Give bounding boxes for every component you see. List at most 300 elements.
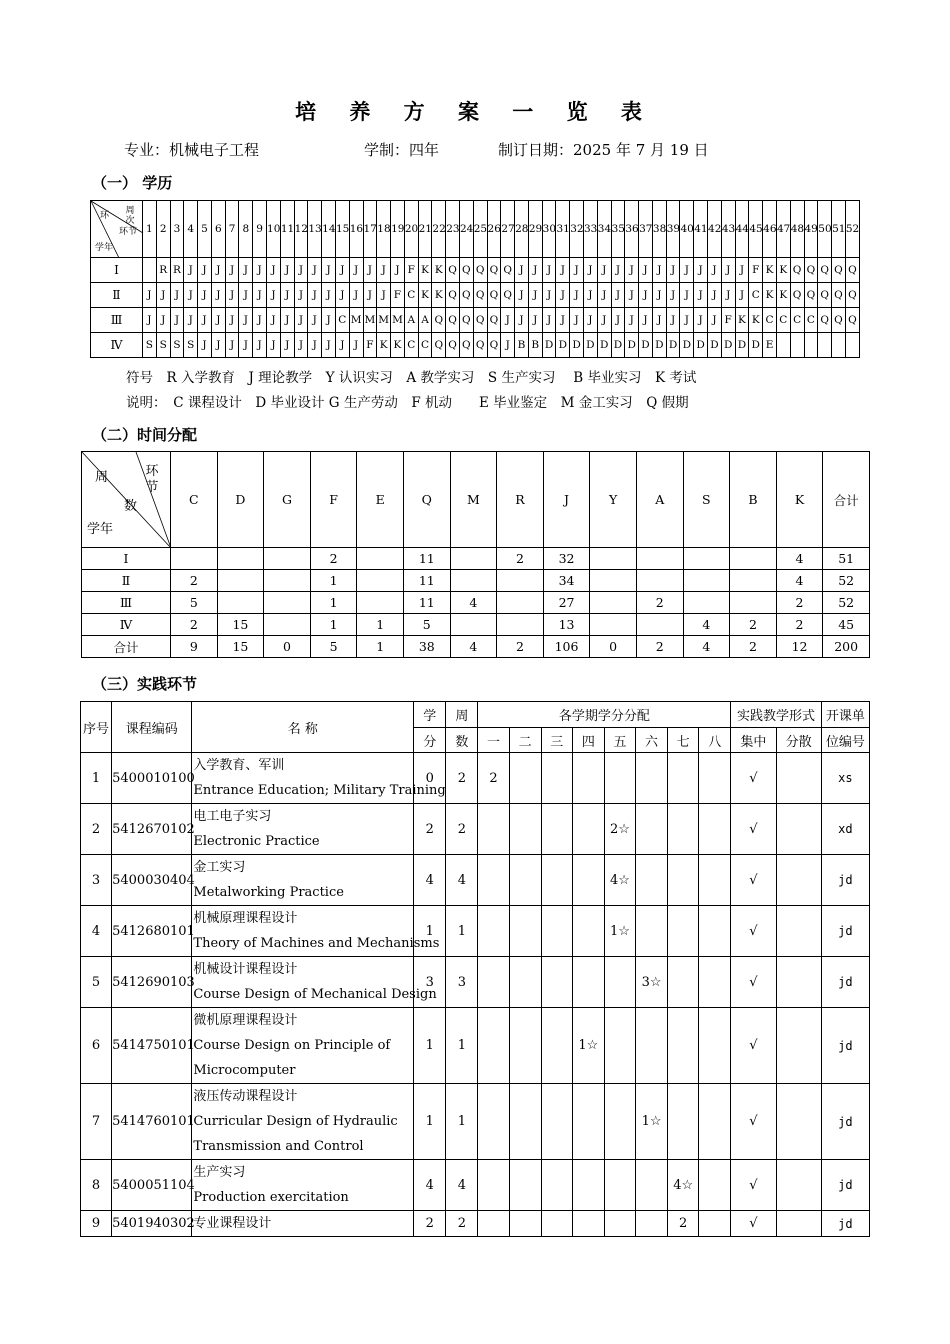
semester-cell	[509, 1211, 541, 1237]
calendar-cell: J	[225, 333, 239, 358]
semester-cell	[572, 1084, 604, 1160]
semester-cell	[509, 753, 541, 804]
allocation-cell: 4	[450, 592, 497, 614]
year-label: 合计	[82, 636, 171, 658]
week-header: 33	[584, 201, 598, 258]
allocation-cell: 38	[403, 636, 450, 658]
allocation-cell: 2	[730, 614, 777, 636]
semester-cell	[478, 957, 509, 1008]
course-code: 5400051104	[112, 1160, 192, 1211]
calendar-cell: F	[749, 258, 763, 283]
calendar-cell: J	[198, 258, 212, 283]
semester-cell	[699, 855, 731, 906]
calendar-cell: K	[735, 308, 749, 333]
allocation-cell: 2	[171, 570, 218, 592]
semester-cell	[478, 804, 509, 855]
practice-row	[81, 957, 870, 1008]
calendar-cell: Q	[845, 283, 859, 308]
calendar-cell: J	[239, 333, 253, 358]
calendar-cell: Q	[818, 283, 832, 308]
allocation-cell: 200	[823, 636, 870, 658]
semester-cell	[604, 753, 635, 804]
calendar-cell: D	[708, 333, 722, 358]
calendar-cell: J	[501, 333, 515, 358]
calendar-cell: J	[267, 333, 281, 358]
allocation-cell: 1	[357, 636, 404, 658]
allocation-cell	[264, 548, 311, 570]
allocation-col-header: E	[357, 452, 404, 548]
semester-cell: 1☆	[604, 906, 635, 957]
concentrated-cell: √	[731, 753, 776, 804]
calendar-cell: J	[349, 283, 363, 308]
week-header: 19	[391, 201, 405, 258]
course-name	[192, 906, 440, 957]
semester-cell	[604, 1211, 635, 1237]
allocation-cell: 52	[823, 592, 870, 614]
week-header: 48	[790, 201, 804, 258]
calendar-cell: J	[515, 258, 529, 283]
allocation-cell: 2	[636, 592, 683, 614]
calendar-cell: J	[280, 258, 294, 283]
calendar-cell: Q	[459, 283, 473, 308]
calendar-cell: Q	[432, 333, 446, 358]
semester-cell	[699, 957, 731, 1008]
calendar-cell: J	[267, 283, 281, 308]
semester-cell	[604, 1160, 635, 1211]
calendar-cell: J	[570, 308, 584, 333]
calendar-cell: J	[639, 258, 653, 283]
col-credit-b: 分	[414, 728, 446, 753]
calendar-cell	[818, 333, 832, 358]
semester-cell: 3☆	[636, 957, 668, 1008]
concentrated-cell: √	[731, 1008, 776, 1084]
course-code: 5414750101	[112, 1008, 192, 1084]
allocation-cell: 2	[776, 614, 823, 636]
course-name	[192, 1211, 414, 1237]
semester-cell	[509, 957, 541, 1008]
corner-year: 学年	[87, 522, 114, 537]
calendar-cell: J	[515, 283, 529, 308]
calendar-cell: J	[280, 308, 294, 333]
calendar-cell: J	[597, 308, 611, 333]
calendar-cell: K	[418, 283, 432, 308]
calendar-cell: J	[294, 283, 308, 308]
allocation-col-header: F	[310, 452, 357, 548]
calendar-cell: J	[721, 283, 735, 308]
allocation-cell: 11	[403, 570, 450, 592]
semester-cell	[541, 1211, 572, 1237]
calendar-cell: J	[721, 258, 735, 283]
calendar-cell: J	[625, 308, 639, 333]
calendar-cell: D	[749, 333, 763, 358]
calendar-cell: K	[377, 333, 391, 358]
calendar-cell: R	[156, 258, 170, 283]
week-header: 40	[680, 201, 694, 258]
calendar-cell: Q	[790, 258, 804, 283]
allocation-col-header: G	[264, 452, 311, 548]
calendar-cell: J	[294, 258, 308, 283]
page-title: 培 养 方 案 一 览 表	[295, 99, 655, 124]
calendar-cell: C	[418, 333, 432, 358]
allocation-cell: 2	[497, 636, 544, 658]
calendar-cell: Q	[432, 308, 446, 333]
section1-heading: （一） 学历	[92, 174, 173, 192]
calendar-cell: J	[280, 283, 294, 308]
course-credit: 3	[414, 957, 446, 1008]
semester-cell: 1☆	[636, 1084, 668, 1160]
calendar-cell: M	[363, 308, 377, 333]
calendar-cell: Q	[446, 283, 460, 308]
calendar-cell: J	[680, 258, 694, 283]
calendar-cell: C	[763, 308, 777, 333]
calendar-cell: Q	[845, 308, 859, 333]
calendar-cell: Q	[804, 283, 818, 308]
course-code: 5412680101	[112, 906, 192, 957]
calendar-cell: J	[611, 308, 625, 333]
calendar-cell: J	[652, 283, 666, 308]
semester-header: 四	[572, 728, 604, 753]
calendar-cell: J	[308, 283, 322, 308]
calendar-cell: B	[528, 333, 542, 358]
corner-left: 环	[100, 211, 110, 221]
calendar-cell: J	[639, 283, 653, 308]
calendar-cell: D	[625, 333, 639, 358]
scattered-cell	[776, 1084, 821, 1160]
calendar-cell: D	[611, 333, 625, 358]
semester-cell	[699, 1008, 731, 1084]
course-name-name-en: Electronic Practice	[193, 834, 320, 849]
course-name-name-en: Course Design on Principle of	[193, 1038, 391, 1053]
semester-cell	[699, 1211, 731, 1237]
calendar-cell: C	[776, 308, 790, 333]
semester-cell	[509, 1084, 541, 1160]
week-header: 50	[818, 201, 832, 258]
calendar-cell: J	[198, 308, 212, 333]
calendar-cell: Q	[790, 283, 804, 308]
course-name-name-en: Course Design of Mechanical Design	[193, 987, 437, 1002]
calendar-cell: J	[708, 258, 722, 283]
allocation-cell: 4	[683, 636, 730, 658]
semester-cell	[668, 906, 699, 957]
semester-cell	[509, 906, 541, 957]
calendar-cell: J	[322, 258, 336, 283]
course-name-name-en: Theory of Machines and Mechanisms	[193, 936, 440, 951]
calendar-cell: J	[184, 308, 198, 333]
course-code: 5401940302	[112, 1211, 192, 1237]
calendar-cell	[832, 333, 846, 358]
calendar-cell: Q	[459, 308, 473, 333]
calendar-cell: S	[143, 333, 157, 358]
calendar-cell: E	[763, 333, 777, 358]
calendar-cell: Q	[501, 283, 515, 308]
semester-cell: 4☆	[668, 1160, 699, 1211]
calendar-cell: D	[721, 333, 735, 358]
calendar-row	[91, 333, 860, 358]
semester-cell	[572, 855, 604, 906]
calendar-cell: Q	[473, 308, 487, 333]
week-header: 28	[515, 201, 529, 258]
calendar-cell: C	[790, 308, 804, 333]
calendar-cell: J	[156, 283, 170, 308]
calendar-cell: J	[708, 283, 722, 308]
year-label: Ⅱ	[82, 570, 171, 592]
allocation-cell: 5	[403, 614, 450, 636]
practice-row	[81, 906, 870, 957]
calendar-cell: F	[404, 258, 418, 283]
week-header: 39	[666, 201, 680, 258]
calendar-cell: J	[377, 283, 391, 308]
week-header: 23	[446, 201, 460, 258]
calendar-cell: J	[184, 258, 198, 283]
week-header: 12	[294, 201, 308, 258]
week-header: 32	[570, 201, 584, 258]
course-code: 5412690103	[112, 957, 192, 1008]
row-number: 3	[81, 855, 112, 906]
course-credit: 1	[414, 906, 446, 957]
calendar-cell: D	[694, 333, 708, 358]
calendar-cell: J	[542, 258, 556, 283]
unit-code: xs	[821, 753, 869, 804]
row-number: 6	[81, 1008, 112, 1084]
allocation-cell: 1	[357, 614, 404, 636]
allocation-cell: 4	[683, 614, 730, 636]
calendar-cell: J	[225, 308, 239, 333]
semester-cell	[636, 753, 668, 804]
week-header: 3	[170, 201, 184, 258]
allocation-cell: 52	[823, 570, 870, 592]
semester-cell	[478, 1008, 509, 1084]
year-label: Ⅳ	[91, 333, 143, 358]
allocation-cell	[171, 548, 218, 570]
calendar-cell: J	[542, 308, 556, 333]
calendar-cell: J	[584, 258, 598, 283]
allocation-cell: 2	[497, 548, 544, 570]
allocation-cell: 1	[310, 592, 357, 614]
corner-bottom: 学年	[95, 243, 114, 253]
allocation-cell	[683, 592, 730, 614]
week-header: 52	[845, 201, 859, 258]
calendar-cell: Q	[446, 258, 460, 283]
semester-cell	[668, 957, 699, 1008]
course-code: 5400010100	[112, 753, 192, 804]
semester-cell	[668, 1084, 699, 1160]
allocation-cell	[590, 592, 637, 614]
allocation-col-header: 合计	[823, 452, 870, 548]
allocation-cell	[217, 570, 264, 592]
course-name	[192, 1160, 414, 1211]
calendar-table	[90, 200, 860, 358]
calendar-cell: J	[652, 308, 666, 333]
course-code: 5414760101	[112, 1084, 192, 1160]
week-header: 42	[708, 201, 722, 258]
allocation-cell	[497, 614, 544, 636]
course-credit: 1	[414, 1008, 446, 1084]
semester-header: 一	[478, 728, 509, 753]
col-unit-b: 位编号	[821, 728, 869, 753]
allocation-cell: 15	[217, 636, 264, 658]
calendar-cell: J	[611, 283, 625, 308]
semester-cell: 2	[478, 753, 509, 804]
allocation-cell: 45	[823, 614, 870, 636]
course-weeks: 1	[446, 1008, 478, 1084]
allocation-cell: 15	[217, 614, 264, 636]
week-header: 17	[363, 201, 377, 258]
allocation-cell: 4	[776, 548, 823, 570]
row-number: 8	[81, 1160, 112, 1211]
allocation-cell	[217, 592, 264, 614]
calendar-cell: A	[404, 308, 418, 333]
legend-symbols: 符号 R 入学教育 J 理论教学 Y 认识实习 A 教学实习 S 生产实习 B 毕业实习 K 考试	[126, 370, 697, 386]
calendar-cell: K	[763, 258, 777, 283]
course-weeks: 4	[446, 1160, 478, 1211]
semester-cell	[541, 1160, 572, 1211]
unit-code: xd	[821, 804, 869, 855]
week-header: 41	[694, 201, 708, 258]
calendar-cell: K	[749, 308, 763, 333]
year-label: Ⅱ	[91, 283, 143, 308]
calendar-cell: J	[377, 258, 391, 283]
calendar-cell: J	[211, 283, 225, 308]
calendar-cell: J	[335, 258, 349, 283]
calendar-cell: Q	[473, 258, 487, 283]
calendar-cell: J	[363, 258, 377, 283]
allocation-col-header: C	[171, 452, 218, 548]
semester-cell: 2	[668, 1211, 699, 1237]
allocation-cell: 1	[310, 614, 357, 636]
allocation-cell: 2	[730, 636, 777, 658]
week-header: 44	[735, 201, 749, 258]
calendar-cell: D	[652, 333, 666, 358]
semester-cell	[699, 906, 731, 957]
col-semester: 各学期学分分配	[478, 702, 731, 728]
allocation-cell	[450, 548, 497, 570]
calendar-cell: J	[198, 283, 212, 308]
duration-label: 学制：四年	[364, 141, 440, 159]
concentrated-cell: √	[731, 1160, 776, 1211]
calendar-cell: J	[184, 283, 198, 308]
allocation-cell	[264, 570, 311, 592]
calendar-cell: J	[308, 333, 322, 358]
calendar-cell: J	[597, 258, 611, 283]
calendar-corner	[91, 201, 143, 258]
course-name-name-cn: 入学教育、军训	[193, 758, 285, 773]
row-number: 1	[81, 753, 112, 804]
semester-cell	[572, 804, 604, 855]
course-name-name-cn: 机械原理课程设计	[193, 911, 298, 926]
scattered-cell	[776, 855, 821, 906]
major-label: 专业：机械电子工程	[124, 141, 260, 159]
week-header: 37	[639, 201, 653, 258]
course-name	[192, 804, 414, 855]
calendar-cell: J	[528, 308, 542, 333]
calendar-cell: J	[239, 283, 253, 308]
week-header: 29	[528, 201, 542, 258]
course-name	[192, 855, 414, 906]
allocation-cell	[683, 548, 730, 570]
year-label: Ⅳ	[82, 614, 171, 636]
course-name	[192, 1084, 414, 1160]
calendar-cell: D	[639, 333, 653, 358]
corner-top: 周次	[125, 206, 135, 226]
semester-cell	[604, 957, 635, 1008]
semester-cell	[478, 1084, 509, 1160]
allocation-cell: 2	[636, 636, 683, 658]
allocation-cell: 4	[450, 636, 497, 658]
allocation-cell: 11	[403, 592, 450, 614]
calendar-cell: J	[211, 308, 225, 333]
semester-cell	[699, 1084, 731, 1160]
semester-cell	[572, 957, 604, 1008]
scattered-cell	[776, 804, 821, 855]
allocation-cell	[730, 570, 777, 592]
col-no: 序号	[81, 702, 112, 753]
calendar-cell: K	[776, 258, 790, 283]
unit-code: jd	[821, 1008, 869, 1084]
semester-cell	[541, 855, 572, 906]
week-header: 11	[280, 201, 294, 258]
week-header: 18	[377, 201, 391, 258]
course-name-name-cn: 金工实习	[193, 860, 246, 875]
practice-row	[81, 1084, 870, 1160]
calendar-cell: J	[528, 283, 542, 308]
calendar-cell: J	[597, 283, 611, 308]
unit-code: jd	[821, 855, 869, 906]
corner-week: 周	[95, 470, 109, 485]
week-header: 25	[473, 201, 487, 258]
course-name-name-en: Production exercitation	[193, 1190, 349, 1205]
semester-cell	[541, 753, 572, 804]
col-unit-a: 开课单	[821, 702, 869, 728]
year-label: Ⅰ	[91, 258, 143, 283]
calendar-cell: F	[363, 333, 377, 358]
week-header: 4	[184, 201, 198, 258]
calendar-cell: K	[391, 333, 405, 358]
calendar-cell: J	[253, 308, 267, 333]
week-header: 6	[211, 201, 225, 258]
calendar-cell: J	[267, 308, 281, 333]
semester-header: 三	[541, 728, 572, 753]
semester-cell	[509, 1160, 541, 1211]
practice-row	[81, 753, 870, 804]
calendar-cell: J	[694, 258, 708, 283]
calendar-cell: Q	[487, 333, 501, 358]
calendar-cell: D	[666, 333, 680, 358]
calendar-cell: J	[198, 333, 212, 358]
semester-cell	[572, 753, 604, 804]
semester-cell	[668, 855, 699, 906]
semester-cell	[541, 906, 572, 957]
allocation-cell: 32	[543, 548, 590, 570]
course-name-name-cn: 机械设计课程设计	[193, 962, 298, 977]
semester-cell	[541, 957, 572, 1008]
calendar-cell: J	[556, 308, 570, 333]
allocation-cell: 5	[171, 592, 218, 614]
semester-cell	[636, 906, 668, 957]
section2-heading: （二）时间分配	[92, 426, 198, 444]
allocation-col-header: J	[543, 452, 590, 548]
allocation-col-header: D	[217, 452, 264, 548]
calendar-cell: J	[267, 258, 281, 283]
calendar-cell: J	[611, 258, 625, 283]
calendar-cell: J	[239, 308, 253, 333]
calendar-cell: J	[652, 258, 666, 283]
week-header: 8	[239, 201, 253, 258]
calendar-cell: J	[225, 283, 239, 308]
row-number: 2	[81, 804, 112, 855]
unit-code: jd	[821, 957, 869, 1008]
course-name-name-cn: 微机原理课程设计	[193, 1013, 298, 1028]
calendar-cell: J	[225, 258, 239, 283]
